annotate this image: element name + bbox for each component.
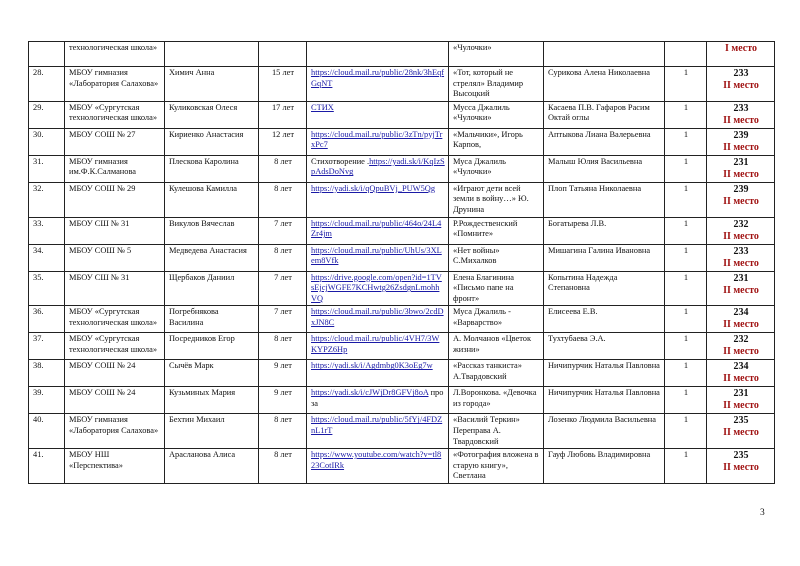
work-link[interactable]: https://cloud.mail.ru/public/5fYj/4FDZnL1rT [311,415,443,435]
cell-link [307,67,449,102]
table-row [29,306,775,333]
cell-link [307,333,449,360]
table-row [29,182,775,217]
work-link[interactable]: https://cloud.mail.ru/public/3zTn/pyjTrxPc7 [311,129,443,150]
cell-num: 39. [29,387,65,414]
work-link[interactable]: https://cloud.mail.ru/public/464o/24L4Zr4jm [311,218,442,239]
cell-link [307,101,449,128]
cell-work: «Тот, который не стрелял» Владимир Высоцкий [449,67,544,102]
table-row [29,387,775,414]
cell-school: МБОУ СШ № 31 [65,271,165,306]
cell-name: Сычёв Марк [165,360,259,387]
cell-link [307,42,449,67]
cell-name: Куликовская Олеся [165,101,259,128]
cell-name: Щербаков Даниил [165,271,259,306]
cell-school: МБОУ СОШ № 24 [65,360,165,387]
place-label: II место [723,462,759,474]
cell-result [707,333,775,360]
cell-num: 34. [29,244,65,271]
cell-num: 35. [29,271,65,306]
cell-count: 1 [665,271,707,306]
score-value: 231 [733,388,749,400]
cell-school: МБОУ НШ «Перспектива» [65,449,165,484]
cell-result [707,155,775,182]
cell-school: МБОУ СОШ № 27 [65,128,165,155]
cell-age: 8 лет [259,182,307,217]
table-row [29,101,775,128]
cell-school: МБОУ гимназия «Лаборатория Салахова» [65,67,165,102]
work-link[interactable]: https://yadi.sk/i/cJWjDr8GFVj8oA [311,388,429,398]
cell-num: 30. [29,128,65,155]
cell-age: 8 лет [259,244,307,271]
cell-age: 8 лет [259,449,307,484]
work-link[interactable]: https://cloud.mail.ru/public/4VH7/3WKYPZ6Hp [311,334,440,354]
cell-num: 31. [29,155,65,182]
place-label: I место [725,43,757,54]
score-value: 234 [733,307,749,319]
place-label: II место [723,400,759,412]
cell-school: МБОУ СОШ № 29 [65,182,165,217]
cell-link [307,414,449,449]
cell-link [307,128,449,155]
cell-result [707,217,775,244]
place-label: II место [723,114,759,126]
place-label: II место [723,346,759,358]
cell-age: 9 лет [259,387,307,414]
cell-school: МБОУ «Сургутская технологическая школа» [65,101,165,128]
cell-count: 1 [665,414,707,449]
cell-teacher: Плоп Татьяна Николаевна [544,182,665,217]
cell-work: «Нет войны» С.Михалков [449,244,544,271]
link-prefix: Стихотворение . [311,156,370,166]
cell-num: 40. [29,414,65,449]
cell-result [707,128,775,155]
cell-num: 28. [29,67,65,102]
cell-num: 38. [29,360,65,387]
cell-count: 1 [665,360,707,387]
cell-count: 1 [665,449,707,484]
cell-age [259,42,307,67]
cell-link [307,155,449,182]
cell-teacher: Копытина Надежда Степановна [544,271,665,306]
cell-result [707,449,775,484]
cell-school: МБОУ СОШ № 24 [65,387,165,414]
cell-age: 7 лет [259,306,307,333]
cell-age: 15 лет [259,67,307,102]
table-row [29,414,775,449]
cell-teacher: Тухтубаева Э.А. [544,333,665,360]
place-label: II место [723,230,759,242]
cell-count: 1 [665,128,707,155]
cell-work: Мусса Джалиль «Чулочки» [449,101,544,128]
cell-work: «Рассказ танкиста» А.Твардовский [449,360,544,387]
table-row [29,217,775,244]
cell-name: Кузьминых Мария [165,387,259,414]
cell-result [707,360,775,387]
cell-work: «Чулочки» [449,42,544,67]
cell-count [665,42,707,67]
cell-age: 9 лет [259,360,307,387]
cell-age: 8 лет [259,414,307,449]
cell-num: 37. [29,333,65,360]
cell-age: 7 лет [259,217,307,244]
cell-name: Кириенко Анастасия [165,128,259,155]
cell-num [29,42,65,67]
cell-link [307,360,449,387]
score-value: 232 [733,218,749,230]
cell-result [707,387,775,414]
work-link[interactable]: СТИХ [311,102,334,112]
link-suffix: проза [311,388,444,408]
place-label: II место [723,80,759,91]
score-value: 231 [733,272,749,284]
score-value: 235 [733,450,749,462]
place-label: II место [723,427,759,439]
table-row [29,155,775,182]
cell-teacher: Елисеева Е.В. [544,306,665,333]
cell-count: 1 [665,306,707,333]
cell-count: 1 [665,333,707,360]
work-link[interactable]: https://cloud.mail.ru/public/28nk/3hEqfGqNT [311,68,445,88]
place-label: II место [723,373,759,385]
score-value: 233 [733,68,749,79]
cell-link [307,182,449,217]
cell-count: 1 [665,155,707,182]
table-row [29,449,775,484]
cell-work: Муса Джалиль - «Варварство» [449,306,544,333]
cell-teacher: Аптыкова Лиана Валерьевна [544,128,665,155]
table-row [29,67,775,102]
cell-num: 29. [29,101,65,128]
score-value: 233 [733,102,749,114]
cell-work: «Играют дети всей земли в войну…» Ю. Друнина [449,182,544,217]
cell-name: Викулов Вячеслав [165,217,259,244]
cell-num: 32. [29,182,65,217]
score-value: 235 [733,415,749,427]
cell-name: Арасланова Алиса [165,449,259,484]
table-row [29,128,775,155]
cell-result [707,42,775,67]
cell-count: 1 [665,217,707,244]
cell-teacher: Мишагина Галина Ивановна [544,244,665,271]
work-link[interactable]: https://www.youtube.com/watch?v=tl823CotIRk [311,450,442,470]
score-value: 232 [733,334,749,346]
cell-result [707,271,775,306]
cell-work: А. Молчанов «Цветок жизни» [449,333,544,360]
cell-link [307,217,449,244]
cell-school: МБОУ гимназия «Лаборатория Салахова» [65,414,165,449]
cell-result [707,306,775,333]
cell-result [707,182,775,217]
cell-name: Плескова Каролина [165,155,259,182]
cell-work: «Мальчики», Игорь Карпов, [449,128,544,155]
cell-work: Муса Джалиль «Чулочки» [449,155,544,182]
cell-name: Медведева Анастасия [165,244,259,271]
place-label: II место [723,257,759,269]
cell-name: Бехтин Михаил [165,414,259,449]
place-label: II место [723,195,759,207]
work-link[interactable]: https://cloud.mail.ru/public/3bwo/2cdDxJN8C [311,307,444,327]
cell-work: «Фотография вложена в старую книгу», Светлана [449,449,544,484]
cell-name: Химич Анна [165,67,259,102]
cell-age: 12 лет [259,128,307,155]
cell-school: МБОУ СШ № 31 [65,217,165,244]
cell-school: МБОУ гимназия им.Ф.К.Салманова [65,155,165,182]
table-row [29,271,775,306]
place-label: II место [723,319,759,331]
cell-name: Посредников Егор [165,333,259,360]
cell-num: 36. [29,306,65,333]
cell-name: Кулешова Камилла [165,182,259,217]
cell-result [707,67,775,102]
cell-work: Л.Воронкова. «Девочка из города» [449,387,544,414]
score-value: 239 [733,129,749,141]
cell-age: 7 лет [259,271,307,306]
cell-num: 33. [29,217,65,244]
work-link[interactable]: https://cloud.mail.ru/public/UhUs/3XLem8Vfk [311,245,442,266]
cell-age: 17 лет [259,101,307,128]
cell-work: Елена Благинина «Письмо папе на фронт» [449,271,544,306]
cell-work: Р.Рождественский «Помните» [449,217,544,244]
cell-school: МБОУ «Сургутская технологическая школа» [65,306,165,333]
cell-result [707,244,775,271]
cell-link [307,244,449,271]
cell-link [307,271,449,306]
table-row-continuation [29,42,775,67]
cell-teacher: Малыш Юлия Васильевна [544,155,665,182]
cell-name: Погребнякова Василина [165,306,259,333]
score-value: 239 [733,183,749,195]
cell-teacher: Касаева П.В. Гафаров Расим Октай оглы [544,101,665,128]
cell-work: «Василий Теркин» Переправа А. Твардовский [449,414,544,449]
cell-teacher [544,42,665,67]
cell-num: 41. [29,449,65,484]
score-value: 234 [733,361,749,373]
cell-age: 8 лет [259,333,307,360]
place-label: II место [723,141,759,153]
table-row [29,244,775,271]
cell-name [165,42,259,67]
cell-count: 1 [665,244,707,271]
cell-teacher: Сурикова Алена Николаевна [544,67,665,102]
work-link[interactable]: https://yadi.sk/i/Agdmbg0K3oEg7w [311,361,433,371]
cell-link [307,449,449,484]
cell-school: технологическая школа» [65,42,165,67]
score-value: 231 [733,156,749,168]
place-label: II место [723,168,759,180]
results-table [28,41,775,484]
cell-count: 1 [665,67,707,102]
cell-age: 8 лет [259,155,307,182]
cell-school: МБОУ «Сургутская технологическая школа» [65,333,165,360]
cell-count: 1 [665,101,707,128]
work-link[interactable]: https://yadi.sk/i/qQpuBVj_PUW5Qg [311,183,436,193]
cell-link [307,387,449,414]
cell-link [307,306,449,333]
cell-school: МБОУ СОШ № 5 [65,244,165,271]
page-number: 3 [760,508,765,518]
table-row [29,333,775,360]
cell-result [707,101,775,128]
table-row [29,360,775,387]
score-value: 233 [733,245,749,257]
cell-teacher: Ничипурчик Наталья Павловна [544,387,665,414]
cell-count: 1 [665,182,707,217]
cell-count: 1 [665,387,707,414]
work-link[interactable]: https://drive.google.com/open?id=1TVsEjcjWGFE7KCHwtg26ZsdgnLmohhVQ [311,272,442,303]
cell-teacher: Лозенко Людмила Васильевна [544,414,665,449]
work-link[interactable]: https://yadi.sk/i/KqIzSpAdsDoNvg [311,156,445,177]
cell-teacher: Богатырева Л.В. [544,217,665,244]
place-label: II место [723,284,759,296]
cell-result [707,414,775,449]
cell-teacher: Гауф Любовь Владимировна [544,449,665,484]
cell-teacher: Ничипурчик Наталья Павловна [544,360,665,387]
